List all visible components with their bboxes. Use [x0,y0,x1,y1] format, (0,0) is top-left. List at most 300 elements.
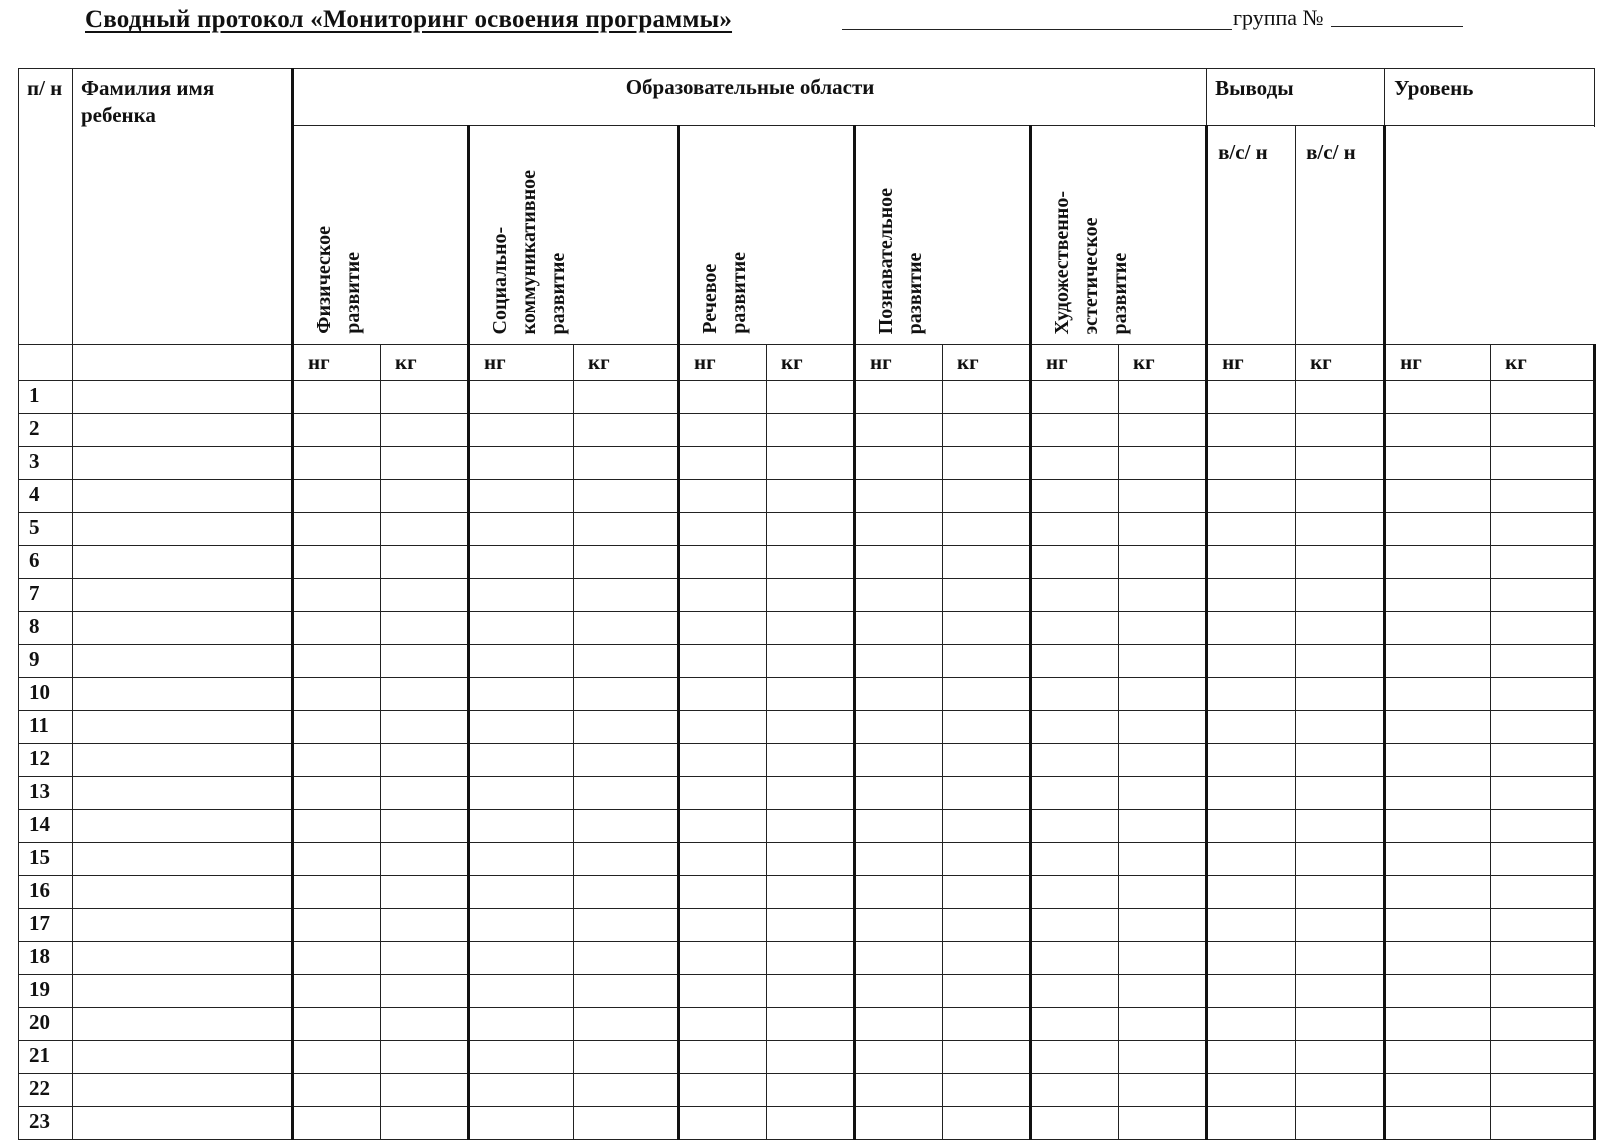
score-cell[interactable] [1491,447,1595,480]
score-cell[interactable] [679,942,767,975]
score-cell[interactable] [1119,645,1207,678]
score-cell[interactable] [1207,645,1296,678]
score-cell[interactable] [381,909,469,942]
score-cell[interactable] [1119,678,1207,711]
score-cell[interactable] [1031,744,1119,777]
score-cell[interactable] [1119,1074,1207,1107]
score-cell[interactable] [574,909,679,942]
score-cell[interactable] [381,744,469,777]
score-cell[interactable] [767,810,855,843]
score-cell[interactable] [1491,381,1595,414]
score-cell[interactable] [293,447,381,480]
score-cell[interactable] [574,843,679,876]
score-cell[interactable] [1119,1041,1207,1074]
score-cell[interactable] [855,381,943,414]
score-cell[interactable] [943,579,1031,612]
score-cell[interactable] [1385,1041,1491,1074]
child-name-cell[interactable] [73,1008,293,1041]
score-cell[interactable] [767,513,855,546]
score-cell[interactable] [1207,843,1296,876]
score-cell[interactable] [574,1107,679,1140]
score-cell[interactable] [1119,777,1207,810]
score-cell[interactable] [1119,480,1207,513]
score-cell[interactable] [943,1041,1031,1074]
child-name-cell[interactable] [73,1041,293,1074]
score-cell[interactable] [943,1008,1031,1041]
score-cell[interactable] [1296,480,1385,513]
score-cell[interactable] [1119,1107,1207,1140]
score-cell[interactable] [1207,546,1296,579]
child-name-cell[interactable] [73,1074,293,1107]
score-cell[interactable] [767,744,855,777]
score-cell[interactable] [1296,711,1385,744]
score-cell[interactable] [381,381,469,414]
score-cell[interactable] [1296,381,1385,414]
score-cell[interactable] [293,612,381,645]
score-cell[interactable] [293,1107,381,1140]
group-number-blank[interactable] [1331,26,1463,27]
score-cell[interactable] [767,447,855,480]
score-cell[interactable] [1207,1041,1296,1074]
score-cell[interactable] [1031,909,1119,942]
score-cell[interactable] [679,447,767,480]
score-cell[interactable] [293,975,381,1008]
score-cell[interactable] [574,645,679,678]
score-cell[interactable] [1296,645,1385,678]
score-cell[interactable] [574,711,679,744]
score-cell[interactable] [469,942,574,975]
score-cell[interactable] [574,612,679,645]
score-cell[interactable] [767,1041,855,1074]
score-cell[interactable] [293,546,381,579]
score-cell[interactable] [943,546,1031,579]
score-cell[interactable] [679,843,767,876]
score-cell[interactable] [1296,546,1385,579]
score-cell[interactable] [293,513,381,546]
score-cell[interactable] [381,777,469,810]
score-cell[interactable] [767,414,855,447]
score-cell[interactable] [293,942,381,975]
child-name-cell[interactable] [73,1107,293,1140]
score-cell[interactable] [574,1041,679,1074]
score-cell[interactable] [293,414,381,447]
score-cell[interactable] [574,744,679,777]
score-cell[interactable] [574,381,679,414]
score-cell[interactable] [574,1008,679,1041]
score-cell[interactable] [469,546,574,579]
score-cell[interactable] [855,909,943,942]
child-name-cell[interactable] [73,975,293,1008]
score-cell[interactable] [943,612,1031,645]
score-cell[interactable] [1296,1107,1385,1140]
score-cell[interactable] [469,1008,574,1041]
score-cell[interactable] [767,579,855,612]
score-cell[interactable] [574,546,679,579]
score-cell[interactable] [293,711,381,744]
score-cell[interactable] [469,876,574,909]
score-cell[interactable] [679,678,767,711]
score-cell[interactable] [381,975,469,1008]
score-cell[interactable] [1119,744,1207,777]
score-cell[interactable] [574,414,679,447]
score-cell[interactable] [1491,480,1595,513]
child-name-cell[interactable] [73,546,293,579]
score-cell[interactable] [381,1107,469,1140]
score-cell[interactable] [1296,1041,1385,1074]
score-cell[interactable] [381,942,469,975]
score-cell[interactable] [1207,975,1296,1008]
score-cell[interactable] [381,711,469,744]
score-cell[interactable] [1119,942,1207,975]
score-cell[interactable] [1385,810,1491,843]
score-cell[interactable] [1031,447,1119,480]
score-cell[interactable] [1119,579,1207,612]
score-cell[interactable] [679,1008,767,1041]
score-cell[interactable] [943,645,1031,678]
score-cell[interactable] [1119,711,1207,744]
child-name-cell[interactable] [73,876,293,909]
score-cell[interactable] [469,711,574,744]
score-cell[interactable] [679,711,767,744]
score-cell[interactable] [574,975,679,1008]
score-cell[interactable] [469,381,574,414]
score-cell[interactable] [679,909,767,942]
score-cell[interactable] [1491,1041,1595,1074]
score-cell[interactable] [767,975,855,1008]
score-cell[interactable] [1385,414,1491,447]
score-cell[interactable] [679,1074,767,1107]
score-cell[interactable] [1031,381,1119,414]
score-cell[interactable] [855,975,943,1008]
score-cell[interactable] [1031,711,1119,744]
score-cell[interactable] [381,678,469,711]
score-cell[interactable] [1491,810,1595,843]
score-cell[interactable] [381,447,469,480]
score-cell[interactable] [943,909,1031,942]
score-cell[interactable] [1031,942,1119,975]
child-name-cell[interactable] [73,480,293,513]
score-cell[interactable] [293,480,381,513]
score-cell[interactable] [855,876,943,909]
score-cell[interactable] [855,744,943,777]
score-cell[interactable] [469,678,574,711]
child-name-cell[interactable] [73,942,293,975]
score-cell[interactable] [679,381,767,414]
score-cell[interactable] [855,579,943,612]
score-cell[interactable] [381,810,469,843]
score-cell[interactable] [574,810,679,843]
score-cell[interactable] [469,513,574,546]
score-cell[interactable] [469,480,574,513]
score-cell[interactable] [1491,1107,1595,1140]
score-cell[interactable] [1491,744,1595,777]
child-name-cell[interactable] [73,810,293,843]
score-cell[interactable] [1031,876,1119,909]
score-cell[interactable] [1296,678,1385,711]
score-cell[interactable] [943,876,1031,909]
score-cell[interactable] [1385,1107,1491,1140]
score-cell[interactable] [1296,612,1385,645]
child-name-cell[interactable] [73,414,293,447]
score-cell[interactable] [1207,711,1296,744]
score-cell[interactable] [943,447,1031,480]
score-cell[interactable] [679,777,767,810]
score-cell[interactable] [1491,1008,1595,1041]
score-cell[interactable] [855,447,943,480]
score-cell[interactable] [679,876,767,909]
score-cell[interactable] [1296,942,1385,975]
score-cell[interactable] [1031,579,1119,612]
score-cell[interactable] [469,447,574,480]
score-cell[interactable] [1119,381,1207,414]
score-cell[interactable] [1207,942,1296,975]
score-cell[interactable] [943,777,1031,810]
child-name-cell[interactable] [73,711,293,744]
score-cell[interactable] [855,843,943,876]
score-cell[interactable] [1031,777,1119,810]
score-cell[interactable] [469,777,574,810]
score-cell[interactable] [1296,975,1385,1008]
score-cell[interactable] [1119,546,1207,579]
score-cell[interactable] [381,546,469,579]
score-cell[interactable] [855,1008,943,1041]
score-cell[interactable] [943,744,1031,777]
child-name-cell[interactable] [73,579,293,612]
score-cell[interactable] [1119,810,1207,843]
score-cell[interactable] [1491,612,1595,645]
score-cell[interactable] [855,810,943,843]
score-cell[interactable] [574,942,679,975]
score-cell[interactable] [469,579,574,612]
score-cell[interactable] [574,480,679,513]
score-cell[interactable] [1207,909,1296,942]
score-cell[interactable] [381,1008,469,1041]
score-cell[interactable] [381,645,469,678]
score-cell[interactable] [1296,447,1385,480]
score-cell[interactable] [943,810,1031,843]
score-cell[interactable] [1491,843,1595,876]
score-cell[interactable] [1119,447,1207,480]
score-cell[interactable] [855,777,943,810]
score-cell[interactable] [1031,1074,1119,1107]
score-cell[interactable] [1385,678,1491,711]
score-cell[interactable] [574,777,679,810]
score-cell[interactable] [1207,414,1296,447]
score-cell[interactable] [1031,843,1119,876]
score-cell[interactable] [943,843,1031,876]
score-cell[interactable] [469,645,574,678]
score-cell[interactable] [381,843,469,876]
score-cell[interactable] [679,480,767,513]
score-cell[interactable] [767,612,855,645]
score-cell[interactable] [767,1107,855,1140]
score-cell[interactable] [767,678,855,711]
score-cell[interactable] [1491,546,1595,579]
score-cell[interactable] [943,480,1031,513]
score-cell[interactable] [1031,1041,1119,1074]
score-cell[interactable] [767,942,855,975]
score-cell[interactable] [1385,1008,1491,1041]
score-cell[interactable] [1296,876,1385,909]
score-cell[interactable] [1385,876,1491,909]
child-name-cell[interactable] [73,513,293,546]
score-cell[interactable] [767,1074,855,1107]
score-cell[interactable] [1491,909,1595,942]
score-cell[interactable] [574,876,679,909]
score-cell[interactable] [1296,513,1385,546]
score-cell[interactable] [1385,744,1491,777]
score-cell[interactable] [1207,876,1296,909]
score-cell[interactable] [1491,711,1595,744]
child-name-cell[interactable] [73,843,293,876]
score-cell[interactable] [574,447,679,480]
score-cell[interactable] [293,645,381,678]
score-cell[interactable] [943,1107,1031,1140]
score-cell[interactable] [767,381,855,414]
score-cell[interactable] [855,612,943,645]
score-cell[interactable] [855,678,943,711]
score-cell[interactable] [1296,777,1385,810]
score-cell[interactable] [767,777,855,810]
score-cell[interactable] [679,513,767,546]
score-cell[interactable] [679,1041,767,1074]
score-cell[interactable] [293,744,381,777]
score-cell[interactable] [1207,1107,1296,1140]
score-cell[interactable] [767,546,855,579]
score-cell[interactable] [679,612,767,645]
score-cell[interactable] [767,480,855,513]
score-cell[interactable] [1385,513,1491,546]
score-cell[interactable] [1119,975,1207,1008]
score-cell[interactable] [1296,843,1385,876]
score-cell[interactable] [293,1041,381,1074]
score-cell[interactable] [293,678,381,711]
score-cell[interactable] [767,1008,855,1041]
score-cell[interactable] [1031,480,1119,513]
score-cell[interactable] [855,513,943,546]
score-cell[interactable] [679,645,767,678]
score-cell[interactable] [293,777,381,810]
score-cell[interactable] [943,678,1031,711]
score-cell[interactable] [469,1041,574,1074]
score-cell[interactable] [767,909,855,942]
score-cell[interactable] [855,645,943,678]
score-cell[interactable] [1491,414,1595,447]
child-name-cell[interactable] [73,381,293,414]
score-cell[interactable] [1031,1107,1119,1140]
score-cell[interactable] [1385,909,1491,942]
score-cell[interactable] [381,513,469,546]
score-cell[interactable] [767,843,855,876]
score-cell[interactable] [855,546,943,579]
score-cell[interactable] [1296,1008,1385,1041]
score-cell[interactable] [679,810,767,843]
score-cell[interactable] [1491,777,1595,810]
score-cell[interactable] [469,1107,574,1140]
score-cell[interactable] [1385,1074,1491,1107]
score-cell[interactable] [1119,843,1207,876]
child-name-cell[interactable] [73,645,293,678]
score-cell[interactable] [1385,777,1491,810]
score-cell[interactable] [381,1074,469,1107]
score-cell[interactable] [943,414,1031,447]
score-cell[interactable] [293,1074,381,1107]
score-cell[interactable] [1385,711,1491,744]
score-cell[interactable] [1385,447,1491,480]
child-name-cell[interactable] [73,744,293,777]
score-cell[interactable] [381,1041,469,1074]
score-cell[interactable] [855,414,943,447]
score-cell[interactable] [381,414,469,447]
score-cell[interactable] [767,711,855,744]
score-cell[interactable] [943,513,1031,546]
score-cell[interactable] [1385,546,1491,579]
score-cell[interactable] [1385,579,1491,612]
score-cell[interactable] [293,1008,381,1041]
score-cell[interactable] [1296,909,1385,942]
score-cell[interactable] [1207,579,1296,612]
child-name-cell[interactable] [73,909,293,942]
score-cell[interactable] [1119,1008,1207,1041]
score-cell[interactable] [1207,447,1296,480]
score-cell[interactable] [574,678,679,711]
score-cell[interactable] [293,909,381,942]
score-cell[interactable] [1119,909,1207,942]
score-cell[interactable] [381,579,469,612]
score-cell[interactable] [855,1041,943,1074]
score-cell[interactable] [1491,876,1595,909]
score-cell[interactable] [1385,612,1491,645]
score-cell[interactable] [1296,744,1385,777]
score-cell[interactable] [1207,744,1296,777]
score-cell[interactable] [855,711,943,744]
score-cell[interactable] [1385,843,1491,876]
score-cell[interactable] [469,744,574,777]
child-name-cell[interactable] [73,447,293,480]
score-cell[interactable] [574,579,679,612]
score-cell[interactable] [679,1107,767,1140]
score-cell[interactable] [1031,975,1119,1008]
score-cell[interactable] [574,1074,679,1107]
score-cell[interactable] [943,975,1031,1008]
score-cell[interactable] [1031,810,1119,843]
score-cell[interactable] [293,843,381,876]
score-cell[interactable] [679,414,767,447]
score-cell[interactable] [381,876,469,909]
score-cell[interactable] [293,381,381,414]
score-cell[interactable] [1207,480,1296,513]
score-cell[interactable] [1491,645,1595,678]
score-cell[interactable] [1385,645,1491,678]
score-cell[interactable] [1296,579,1385,612]
score-cell[interactable] [1031,612,1119,645]
child-name-cell[interactable] [73,678,293,711]
score-cell[interactable] [1207,678,1296,711]
score-cell[interactable] [469,612,574,645]
score-cell[interactable] [1207,381,1296,414]
score-cell[interactable] [1491,975,1595,1008]
score-cell[interactable] [1031,513,1119,546]
score-cell[interactable] [855,480,943,513]
score-cell[interactable] [1491,579,1595,612]
score-cell[interactable] [293,876,381,909]
score-cell[interactable] [855,1107,943,1140]
score-cell[interactable] [943,1074,1031,1107]
score-cell[interactable] [1207,777,1296,810]
child-name-cell[interactable] [73,777,293,810]
score-cell[interactable] [1207,1008,1296,1041]
score-cell[interactable] [1031,414,1119,447]
